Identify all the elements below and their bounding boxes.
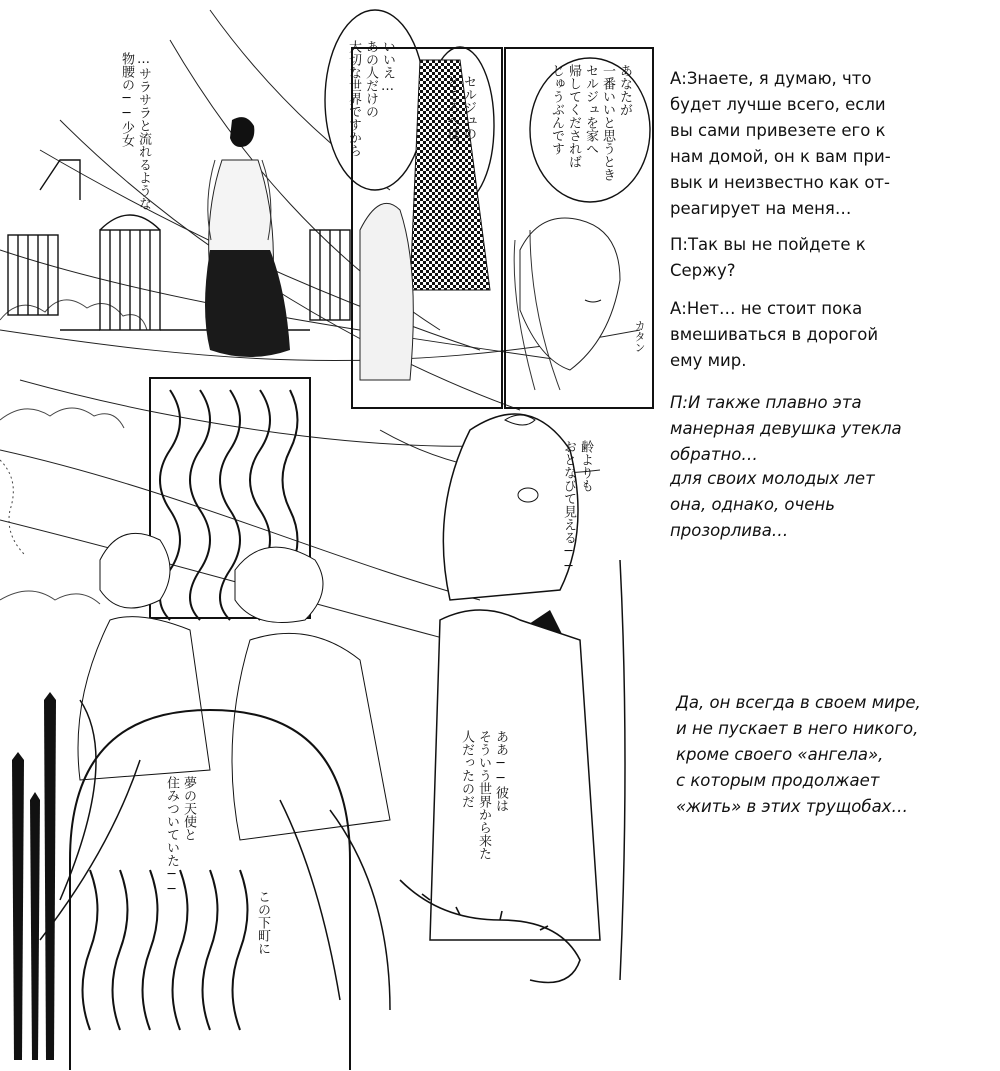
speech-bubble-iie: いいえ… あの人だけの 大切な世界ですから	[346, 40, 395, 157]
sfx-katan: カタン	[633, 320, 646, 353]
translation-p2: П:И также плавно эта манерная девушка утекла обратно…	[670, 393, 902, 464]
speech-bubble-serge: セルジュの ところへは？	[444, 75, 476, 153]
translation-p3: для своих молодых лет она, однако, очень прозорлива…	[670, 469, 875, 540]
narration-yume: 夢の天使と 住みついていた──	[164, 776, 196, 897]
translation-caption: Да, он всегда в своем мире, и не пускает в него никого, кроме своего «ангела», с которым продолжает «жить» в этих трущобах…	[676, 693, 921, 816]
narration-age: 齢よりも おとなびて見える──	[561, 440, 593, 574]
speech-bubble-anata: あなたが 一番いいと思うとき セルジュを家へ 帰してくだされば じゅうぶんです	[549, 64, 632, 181]
narration-girl: …サラサラと流れるような 物腰の──少女	[119, 52, 151, 210]
translation-p1: П:Так вы не пойдете к Сержу?	[670, 235, 866, 280]
narration-aa: ああ──彼は そういう世界から来た 人だったのだ	[459, 730, 508, 860]
translation-a1: А:Знаете, я думаю, что будет лучше всего, если вы сами привезете его к нам домой, он к вам при- вык и неизвестно как от- реагирует на меня…	[670, 69, 891, 218]
narration-shitamachi: この下町に	[255, 890, 270, 955]
translation-a2: А:Нет… не стоит пока вмешиваться в дорогой ему мир.	[670, 299, 879, 370]
